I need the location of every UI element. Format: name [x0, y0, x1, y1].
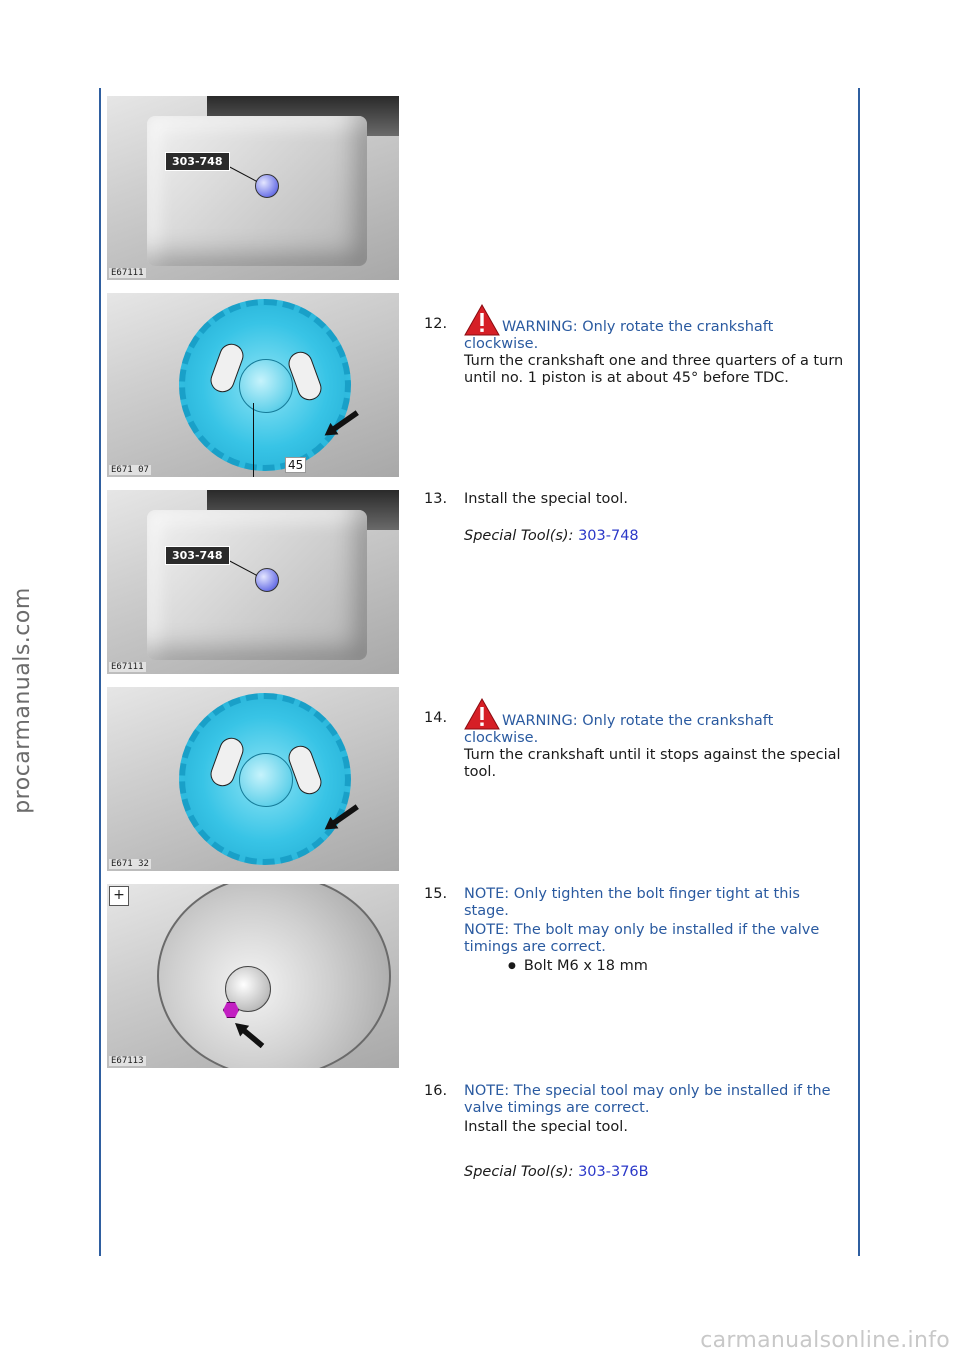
right-margin-rule — [858, 88, 860, 1256]
step-16 — [424, 1083, 848, 1181]
step-number: 12. — [424, 316, 448, 332]
step-text: Install the special tool. — [464, 1119, 628, 1135]
figure-e67111-middle — [107, 490, 399, 674]
note-text: NOTE: The special tool may only be installed if the valve timings are correct. — [464, 1083, 831, 1116]
side-watermark: procarmanuals.com — [9, 586, 35, 814]
figure-code: E671 32 — [111, 859, 149, 869]
figure-e67107 — [107, 293, 399, 477]
step-number: 14. — [424, 710, 448, 726]
step-14 — [424, 698, 848, 781]
bullet-item: ● Bolt M6 x 18 mm — [508, 958, 848, 977]
step-number: 13. — [424, 491, 448, 507]
step-text: Install the special tool. — [464, 491, 628, 507]
step-text: Turn the crankshaft until it stops against the special tool. — [464, 747, 841, 780]
special-tool-link[interactable]: 303-376B — [578, 1164, 649, 1180]
left-margin-rule — [99, 88, 101, 1256]
figure-e67113 — [107, 884, 399, 1068]
step-13 — [424, 491, 848, 545]
step-15 — [424, 886, 848, 977]
figure-callout: 303-748 — [165, 152, 230, 171]
step-text: Turn the crankshaft one and three quarters of a turn until no. 1 piston is at about 45° before TDC. — [464, 353, 844, 386]
special-tool-label: Special Tool(s): — [464, 528, 574, 544]
note-text: NOTE: Only tighten the bolt finger tight at this stage. — [464, 886, 800, 919]
figure-callout: 303-748 — [165, 546, 230, 565]
warning-line — [464, 304, 848, 353]
special-tool-link[interactable]: 303-748 — [578, 528, 639, 544]
footer-watermark: carmanualsonline.info — [700, 1328, 950, 1353]
warning-triangle-icon — [464, 304, 500, 336]
degree-label: 45 — [285, 457, 306, 473]
special-tool-pin — [255, 174, 279, 198]
figure-e67132 — [107, 687, 399, 871]
zoom-in-icon[interactable]: + — [109, 886, 129, 906]
special-tool-pin — [255, 568, 279, 592]
figure-code: E671 07 — [111, 465, 149, 475]
warning-text: WARNING: Only rotate the crankshaft clockwise. — [464, 713, 774, 746]
note-text: NOTE: The bolt may only be installed if the valve timings are correct. — [464, 922, 820, 955]
figure-e67111-top — [107, 96, 399, 280]
step-number: 15. — [424, 886, 448, 902]
figure-code: E67113 — [111, 1056, 144, 1066]
figure-code: E67111 — [111, 268, 144, 278]
step-12 — [424, 304, 848, 387]
special-tool-label: Special Tool(s): — [464, 1164, 574, 1180]
warning-line — [464, 698, 848, 747]
warning-triangle-icon — [464, 698, 500, 730]
vibration-damper — [157, 884, 391, 1068]
special-tool-line — [464, 1164, 848, 1181]
step-number: 16. — [424, 1083, 448, 1099]
figure-code: E67111 — [111, 662, 144, 672]
special-tool-line — [464, 528, 848, 545]
warning-text: WARNING: Only rotate the crankshaft clockwise. — [464, 319, 774, 352]
